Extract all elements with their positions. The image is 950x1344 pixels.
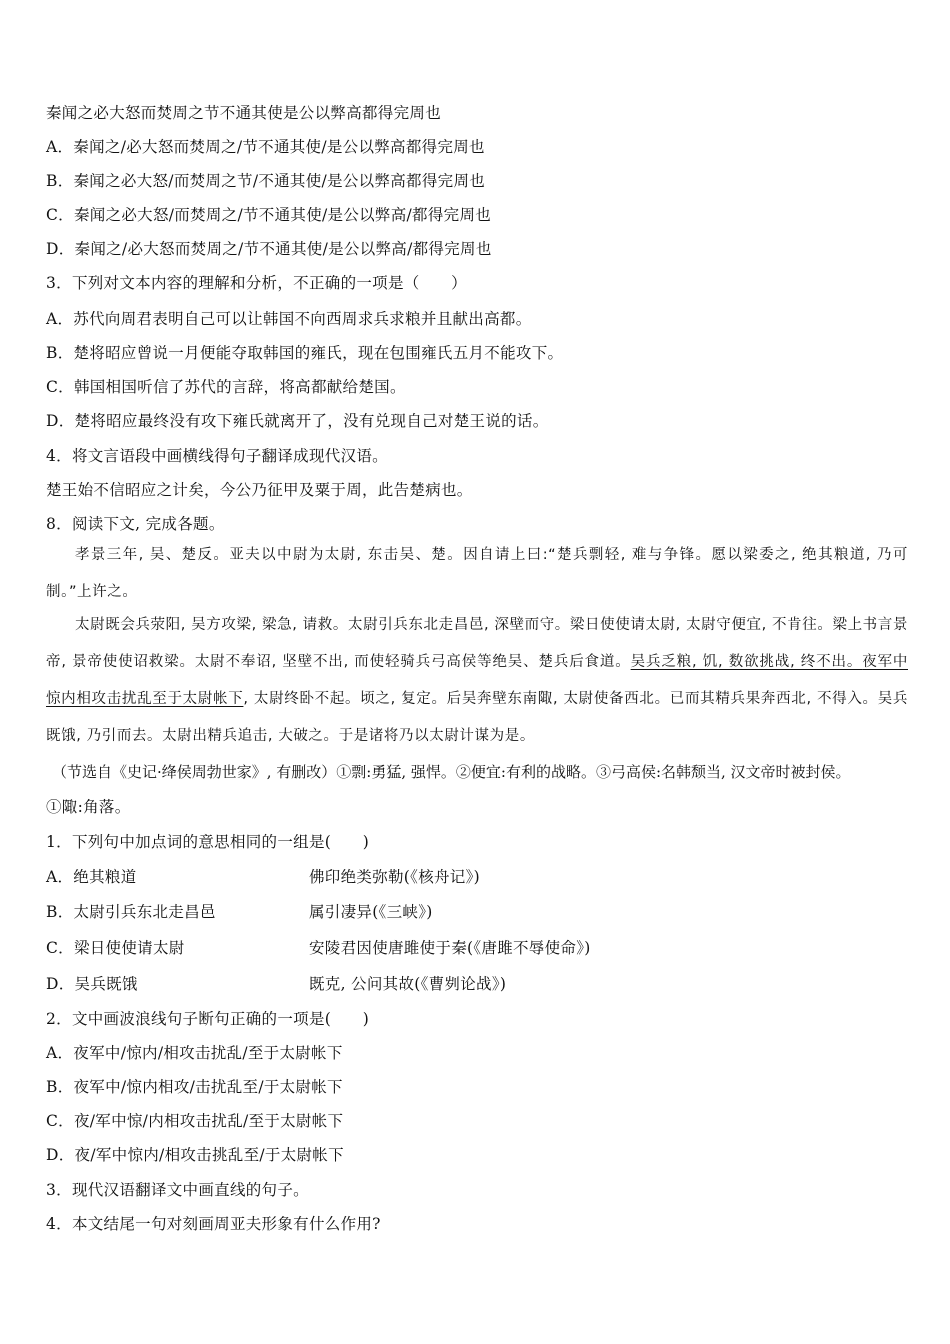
sub2-option-a: A．夜军中/惊内/相攻击扰乱/至于太尉帐下 (46, 1044, 343, 1062)
q2-option-c: C．秦闻之必大怒/而焚周之/节不通其使/是公以弊高/都得完周也 (46, 206, 492, 224)
sub2-option-d: D．夜/军中惊内/相攻击挑乱至/于太尉帐下 (46, 1146, 344, 1164)
source-note: （节选自《史记·绛侯周勃世家》, 有删改）①剽:勇猛, 强悍。②便宜:有利的战略。③弓高侯:名韩颓当, 汉文帝时被封侯。 (52, 763, 851, 781)
sub2-option-b: B．夜军中/惊内相攻/击扰乱至/于太尉帐下 (46, 1078, 343, 1096)
sub1-row-d-left: D．吴兵既饿 (46, 975, 138, 993)
straight-underlined-sentence: 吴兵乏粮, 饥, 数欲挑战, 终不出。 (630, 654, 863, 670)
q3-option-b: B．楚将昭应曾说一月便能夺取韩国的雍氏，现在包围雍氏五月不能攻下。 (46, 344, 564, 362)
sub1-question: 1．下列句中加点词的意思相同的一组是( ) (46, 833, 370, 851)
sub1-row-c-right: 安陵君因使唐雎使于秦(《唐雎不辱使命》) (309, 939, 591, 957)
sub3-question: 3．现代汉语翻译文中画直线的句子。 (46, 1181, 309, 1199)
q2-option-a: A．秦闻之/必大怒而焚周之/节不通其使/是公以弊高都得完周也 (46, 138, 485, 156)
wavy-underlined-sentence: 夜军中惊内相攻击扰乱至于太尉帐下 (46, 654, 908, 707)
sub1-row-a-left: A．绝其粮道 (46, 868, 137, 886)
q2-sentence: 秦闻之必大怒而焚周之节不通其使是公以弊高都得完周也 (46, 104, 442, 122)
sub4-question: 4．本文结尾一句对刻画周亚夫形象有什么作用? (46, 1215, 381, 1233)
footnote-4: ①陬:角落。 (46, 798, 131, 816)
sub1-row-c (46, 938, 591, 958)
passage-paragraph-1: 孝景三年, 吴、楚反。亚夫以中尉为太尉, 东击吴、楚。因自请上曰:“楚兵剽轻, 难与争锋。愿以梁委之, 绝其粮道, 乃可制。”上许之。 (46, 547, 908, 600)
sub1-row-b-right: 属引凄异(《三峡》) (309, 903, 433, 921)
sub1-row-a (46, 867, 480, 887)
sub1-row-b (46, 902, 433, 922)
q3-option-a: A．苏代向周君表明自己可以让韩国不向西周求兵求粮并且献出高都。 (46, 310, 532, 328)
q2-option-b: B．秦闻之必大怒/而焚周之节/不通其使/是公以弊高都得完周也 (46, 172, 486, 190)
q3-option-d: D．楚将昭应最终没有攻下雍氏就离开了，没有兑现自己对楚王说的话。 (46, 412, 549, 430)
sub1-row-d (46, 974, 507, 994)
q3-option-c: C．韩国相国听信了苏代的言辞，将高都献给楚国。 (46, 378, 406, 396)
sub1-row-c-left: C．梁日使使请太尉 (46, 939, 185, 957)
q2-option-d: D．秦闻之/必大怒而焚周之/节不通其使/是公以弊高/都得完周也 (46, 240, 492, 258)
sub2-option-c: C．夜/军中惊/内相攻击扰乱/至于太尉帐下 (46, 1112, 344, 1130)
q4-sentence: 楚王始不信昭应之计矣，今公乃征甲及粟于周，此告楚病也。 (46, 481, 473, 499)
sub2-question: 2．文中画波浪线句子断句正确的一项是( ) (46, 1010, 370, 1028)
q4-question: 4．将文言语段中画横线得句子翻译成现代汉语。 (46, 447, 388, 465)
q8-title: 8．阅读下文, 完成各题。 (46, 515, 225, 533)
passage-paragraph-2: 太尉既会兵荥阳, 吴方攻梁, 梁急, 请救。太尉引兵东北走昌邑, 深壁而守。梁日使使请太尉, 太尉守便宜, 不肯往。梁上书言景帝, 景帝使使诏救梁。太尉不奉诏, 坚壁不出, 而使轻骑兵弓高侯等绝吴、楚兵后食道。吴兵乏粮, 饥, 数欲挑战, 终不出。夜军中惊内相攻击扰乱至于太尉帐下, 太尉终卧不起。顷之, 复定。后吴奔壁东南陬, 太尉使备西北。已而其精兵果奔西北, 不得入。吴兵既饿, 乃引而去。太尉出精兵追击, 大破之。于是诸将乃以太尉计谋为是。 (46, 617, 908, 744)
sub1-row-d-right: 既克, 公问其故(《曹刿论战》) (309, 975, 507, 993)
sub1-row-a-right: 佛印绝类弥勒(《核舟记》) (309, 868, 480, 886)
sub1-row-b-left: B．太尉引兵东北走昌邑 (46, 903, 216, 921)
q3-question: 3．下列对文本内容的理解和分析，不正确的一项是（ ） (46, 274, 467, 292)
